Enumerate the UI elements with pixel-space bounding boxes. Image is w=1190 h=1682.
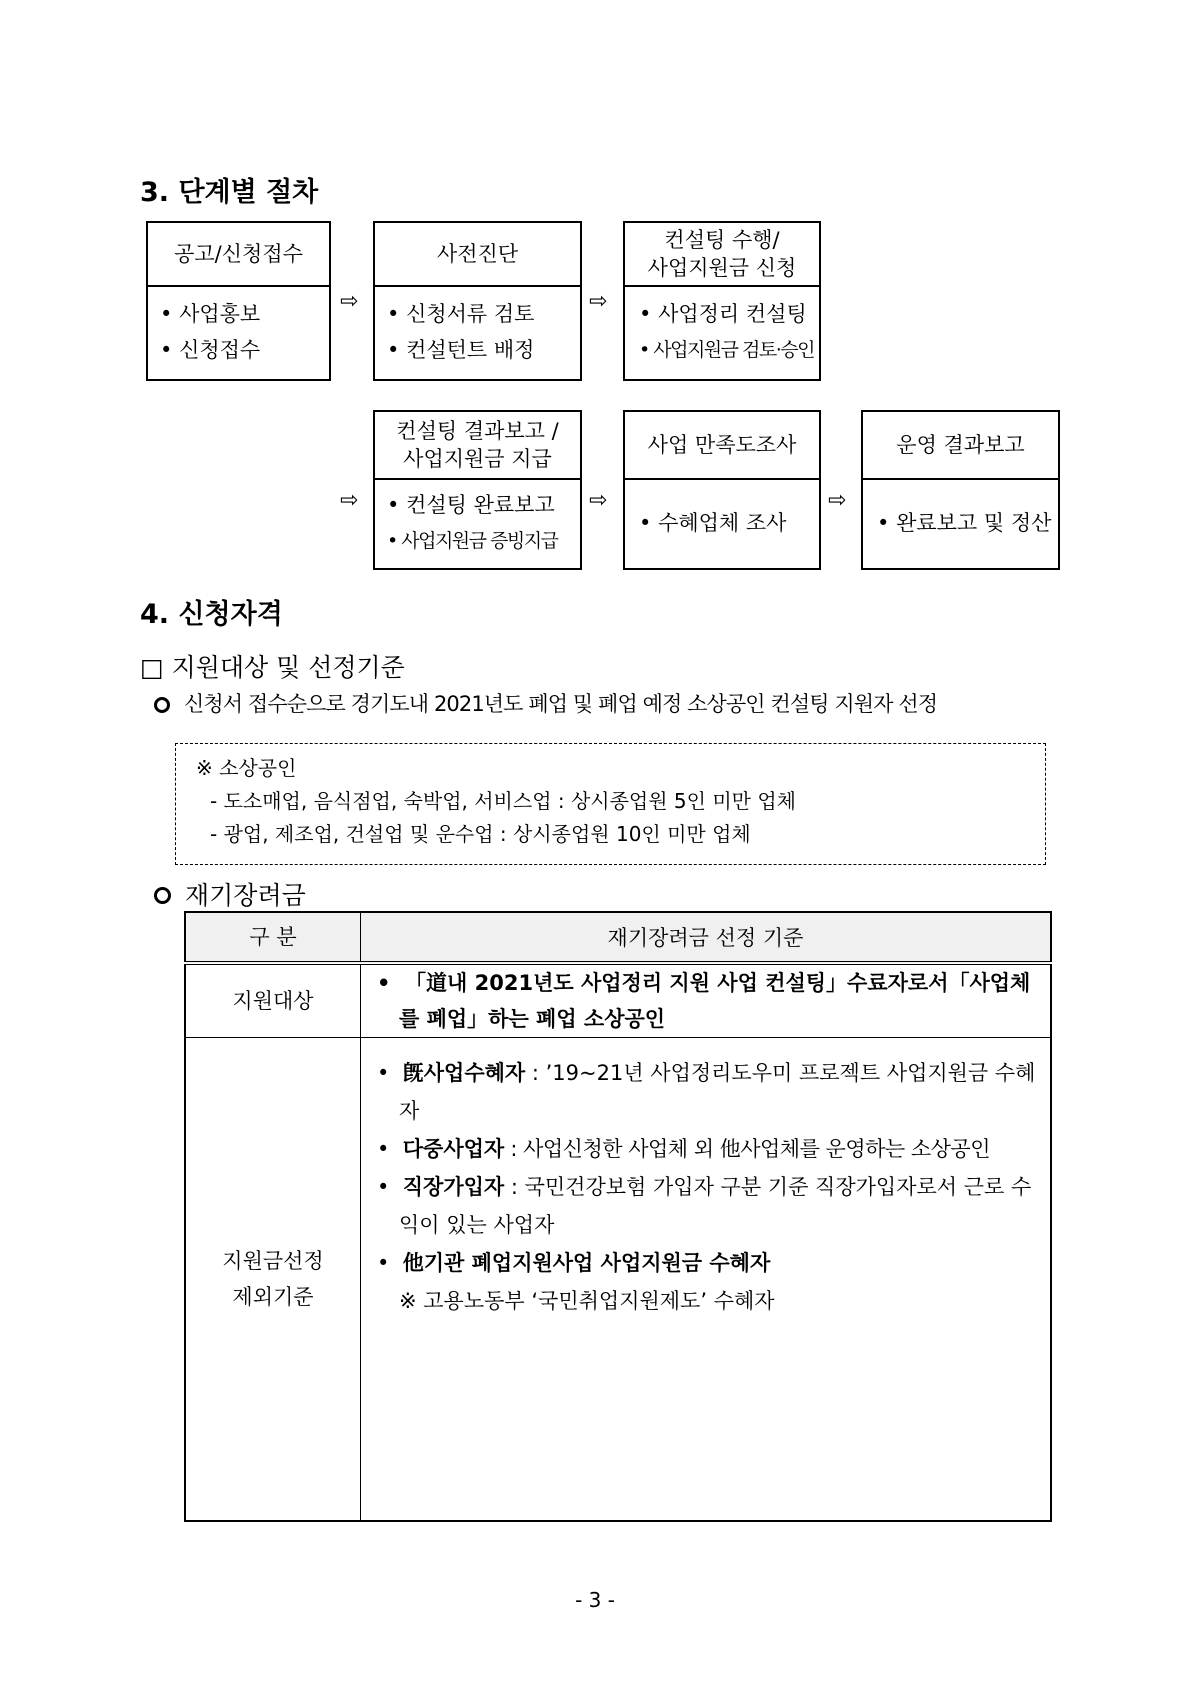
row-target-text: • 「道내 2021년도 사업정리 지원 사업 컨설팅」수료자로서「사업체를 폐업」하는 폐업 소상공인	[361, 963, 1052, 1038]
step-2-body: • 신청서류 검토 • 컨설턴트 배정	[387, 302, 535, 362]
list-item: • 다중사업자 : 사업신청한 사업체 외 他사업체를 운영하는 소상공인	[377, 1137, 990, 1161]
step-6-head: 운영 결과보고	[863, 412, 1058, 480]
step-3-head: 컨설팅 수행/ 사업지원금 신청	[625, 223, 819, 287]
step-3-body: • 사업정리 컨설팅 • 사업지원금 검토·승인	[639, 302, 815, 361]
arrow-icon: ⇨	[828, 488, 847, 513]
arrow-icon: ⇨	[589, 289, 608, 314]
step-5-body: • 수혜업체 조사	[639, 511, 787, 535]
step-4-head: 컨설팅 결과보고 / 사업지원금 지급	[375, 412, 580, 480]
list-item: • 旣사업수혜자 : ’19~21년 사업정리도우미 프로젝트 사업지원금 수혜자	[377, 1061, 1036, 1123]
subsection-heading-2: 재기장려금	[154, 876, 306, 912]
row-category-exclusion: 지원금선정 제외기준	[185, 1038, 361, 1522]
table-header-criteria: 재기장려금 선정 기준	[361, 912, 1052, 963]
page-number: - 3 -	[575, 1588, 615, 1612]
step-6-body: • 완료보고 및 정산	[877, 511, 1052, 535]
step-box-5	[623, 410, 821, 570]
small-business-note: ※ 소상공인 - 도소매업, 음식점업, 숙박업, 서비스업 : 상시종업원 5인 미만 업체 - 광업, 제조업, 건설업 및 운수업 : 상시종업원 10인 미만 업체	[175, 743, 1046, 865]
row-category-target: 지원대상	[185, 963, 361, 1038]
circle-bullet-icon	[154, 887, 171, 904]
circle-bullet-icon	[154, 697, 170, 713]
table-header-category: 구 분	[185, 912, 361, 963]
list-item: • 他기관 폐업지원사업 사업지원금 수혜자	[377, 1251, 771, 1275]
selection-line: 신청서 접수순으로 경기도내 2021년도 폐업 및 폐업 예정 소상공인 컨설팅 지원자 선정	[154, 688, 937, 718]
step-box-2	[373, 221, 582, 381]
step-2-head: 사전진단	[375, 223, 580, 287]
step-box-1	[146, 221, 331, 381]
exclusion-note: ※ 고용노동부 ‘국민취업지원제도’ 수혜자	[399, 1289, 775, 1313]
section-4-title: 4. 신청자격	[140, 599, 283, 630]
step-5-head: 사업 만족도조사	[625, 412, 819, 480]
row-exclusion-text	[361, 1038, 1052, 1522]
subsection-heading: □ 지원대상 및 선정기준	[140, 653, 405, 682]
list-item: • 직장가입자 : 국민건강보험 가입자 구분 기준 직장가입자로서 근로 수익이 있는 사업자	[377, 1175, 1032, 1237]
section-3-title: 3. 단계별 절차	[140, 177, 319, 208]
arrow-icon: ⇨	[340, 488, 359, 513]
step-1-body: • 사업홍보 • 신청접수	[160, 302, 261, 362]
criteria-table	[184, 911, 1052, 1522]
step-4-body: • 컨설팅 완료보고 • 사업지원금 증빙지급	[387, 493, 558, 552]
step-box-4	[373, 410, 582, 570]
step-1-head: 공고/신청접수	[148, 223, 329, 287]
arrow-icon: ⇨	[589, 488, 608, 513]
arrow-icon: ⇨	[340, 289, 359, 314]
step-box-6	[861, 410, 1060, 570]
step-box-3	[623, 221, 821, 381]
